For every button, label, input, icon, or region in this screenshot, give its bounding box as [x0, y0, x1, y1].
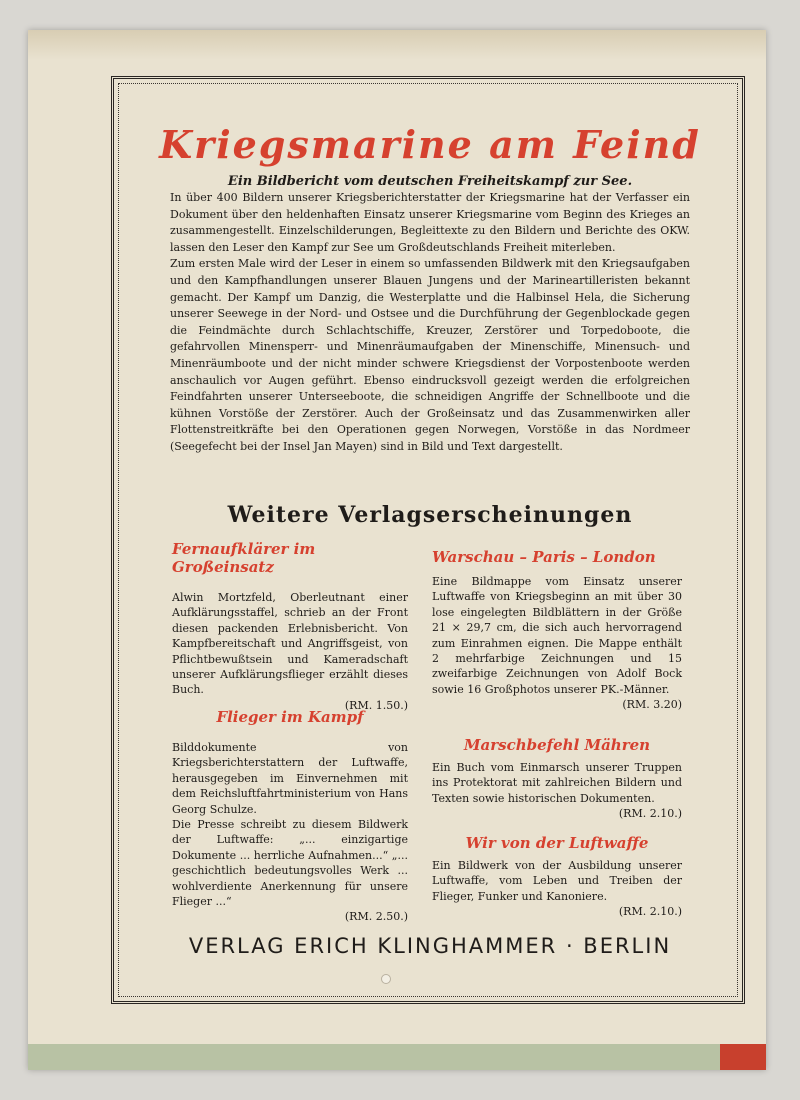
- book-entry-title: Marschbefehl Mähren: [463, 736, 651, 754]
- publisher-imprint: VERLAG ERICH KLINGHAMMER · BERLIN: [188, 934, 672, 958]
- cover-bottom-red-corner: [720, 1044, 766, 1070]
- book-entry-paragraph: Eine Bildmappe vom Einsatz unserer Luftwaffe von Kriegsbeginn an mit über 30 lose eingelegten Bildblättern in der Größe 21 × 29,7 cm, die sich auch hervorragend zum Einrahmen eignen. Die Mappe enthält 2 mehrfarbige Zeichnungen und 15 zweifarbige Zeichnungen von Adolf Bock sowie 16 Großphotos unserer PK.-Männer.: [432, 575, 682, 696]
- description-paragraph: Zum ersten Male wird der Leser in einem so umfassenden Bildwerk mit den Kriegsaufgaben und den Kampfhandlungen unserer Blauen Jungens und der Marineartilleristen bekannt gemacht. Der Kampf um Danzig, die Westerplatte und die Halbinsel Hela, die Sicherung unserer Seewege in der Nord- und Ostsee und die Durchführung der Gegenblockade gegen die Feindmächte durch Schlachtschiffe, Kreuzer, Zerstörer und Torpedoboote, die gefahrvollen Minensperr- und Minenräumaufgaben der Minenschiffe, Minensuch- und Minenräumboote und der nicht minder schwere Kriegsdienst der Vorpostenboote werden anschaulich vor Augen geführt. Ebenso eindrucksvoll gezeigt werden die erfolgreichen Feindfahrten unserer Unterseeboote, die schneidigen Angriffe der Schnellboote und die kühnen Vorstöße der Zerstörer. Auch der Großeinsatz und das Zusammenwirken aller Flottenstreitkräfte bei den Operationen gegen Norwegen, Vorstöße in das Nordmeer (Seegefecht bei der Insel Jan Mayen) sind in Bild und Text dargestellt.: [170, 257, 690, 453]
- description-text: [170, 190, 690, 456]
- book-entry-title: Wir von der Luftwaffe: [465, 834, 649, 852]
- book-entry-price: (RM. 2.10.): [618, 905, 682, 919]
- more-publications-heading: Weitere Verlagserscheinungen: [227, 502, 633, 528]
- book-entry-text: [432, 858, 682, 920]
- right-column-book-3: [432, 834, 682, 920]
- cover-top-wear: [28, 30, 766, 60]
- book-entry-title: Warschau – Paris – London: [432, 548, 656, 566]
- book-entry-text: [172, 740, 408, 925]
- book-entry-price: (RM. 2.10.): [618, 807, 682, 821]
- book-entry-paragraph: Ein Bildwerk von der Ausbildung unserer Luftwaffe, vom Leben und Treiben der Flieger, Funker und Kanoniere.: [432, 859, 682, 903]
- book-entry-text: [172, 590, 408, 713]
- book-entry-title: Fernaufklärer im Großeinsatz: [172, 540, 316, 576]
- right-column-book-1: [432, 548, 682, 713]
- left-column-book-1: [172, 540, 408, 713]
- left-column-book-2: [172, 708, 408, 925]
- right-column-book-2: [432, 736, 682, 822]
- book-entry-paragraph: Die Presse schreibt zu diesem Bildwerk der Luftwaffe: „... einzigartige Dokumente ... herrliche Aufnahmen...“ „... geschichtlich bedeutungsvolles Werk ... wohlverdiente Anerkennung für unsere Flieger ...“: [172, 818, 408, 909]
- book-entry-paragraph: Bilddokumente von Kriegsberichterstattern der Luftwaffe, herausgegeben im Einvernehmen mit dem Reichsluftfahrtministerium von Hans Georg Schulze.: [172, 741, 408, 816]
- book-entry-price: (RM. 2.50.): [344, 910, 408, 924]
- book-entry-paragraph: Ein Buch vom Einmarsch unserer Truppen ins Protektorat mit zahlreichen Bildern und Texten sowie historischen Dokumenten.: [432, 761, 682, 805]
- book-entry-paragraph: Alwin Mortzfeld, Oberleutnant einer Aufklärungsstaffel, schrieb an der Front diesen packenden Erlebnisbericht. Von Kampfbereitschaft und Angriffsgeist, von Pflichtbewußtsein und Kameradschaft unserer Aufklärungsflieger erzählt dieses Buch.: [172, 591, 408, 697]
- book-subtitle: Ein Bildbericht vom deutschen Freiheitskampf zur See.: [227, 174, 633, 189]
- book-entry-price: (RM. 3.20): [622, 698, 682, 712]
- book-entry-text: [432, 760, 682, 822]
- book-entry-price: (RM. 1.50.): [344, 698, 408, 712]
- book-title: Kriegsmarine am Feind: [159, 122, 701, 167]
- book-entry-title: Flieger im Kampf: [216, 708, 364, 726]
- cover-bottom-strip: [28, 1044, 766, 1070]
- description-paragraph: In über 400 Bildern unserer Kriegsberichterstatter der Kriegsmarine hat der Verfasser ein Dokument über den heldenhaften Einsatz unserer Kriegsmarine vom Beginn des Krieges an zusammengestellt. Einzelschilderungen, Begleittexte zu den Bildern und Berichte des OKW. lassen den Leser den Kampf zur See um Großdeutschlands Freiheit miterleben.: [170, 191, 690, 254]
- punch-hole: [381, 974, 391, 984]
- book-entry-text: [432, 574, 682, 713]
